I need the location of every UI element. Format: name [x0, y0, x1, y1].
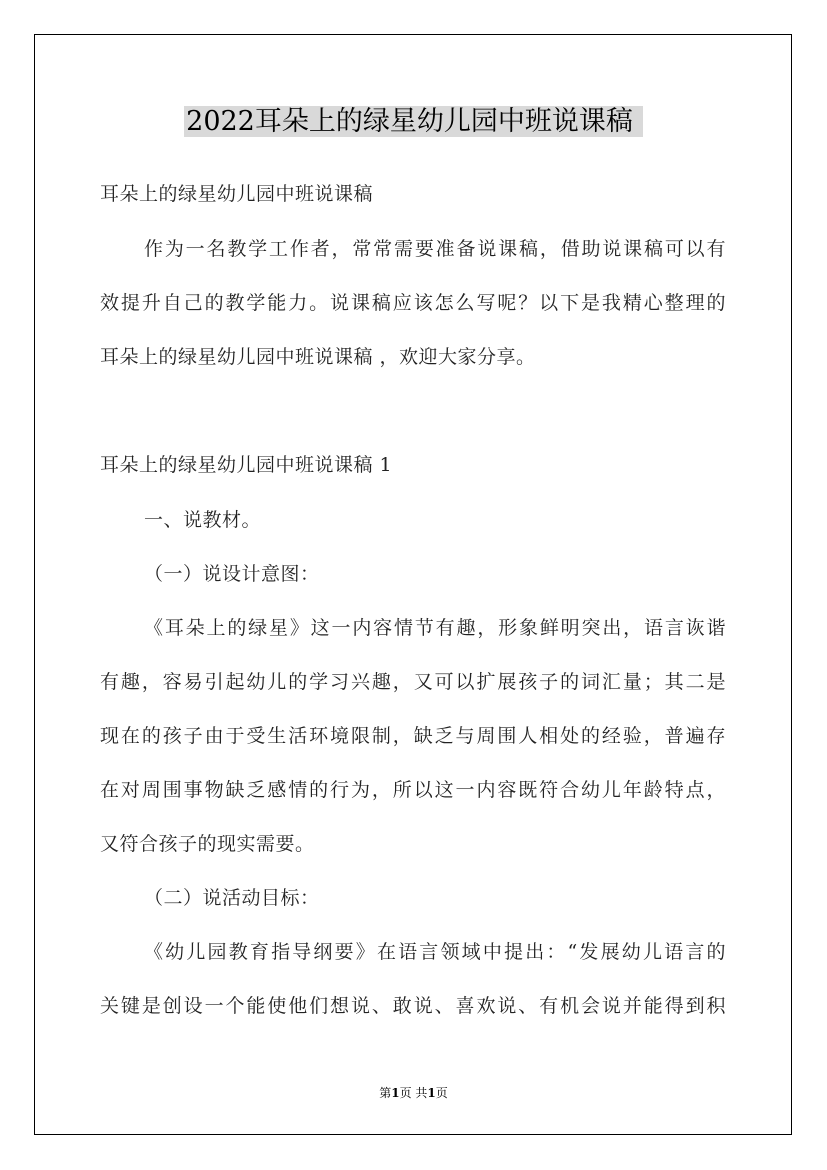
paragraph-line: 又符合孩子的现实需要。: [100, 833, 315, 855]
paragraph-line: 有趣，容易引起幼儿的学习兴趣，又可以扩展孩子的词汇量；其二是: [100, 671, 726, 693]
paragraph-line: 《幼儿园教育指导纲要》在语言领域中提出：“发展幼儿语言的: [144, 941, 726, 963]
footer-suffix: 页: [435, 1086, 448, 1100]
paragraph-line: 关键是创设一个能使他们想说、敢说、喜欢说、有机会说并能得到积: [100, 995, 726, 1017]
footer-prefix: 第: [379, 1086, 392, 1100]
footer-mid: 页 共: [399, 1086, 428, 1100]
paragraph-line: 《耳朵上的绿星》这一内容情节有趣，形象鲜明突出，语言诙谐: [144, 617, 726, 639]
section-subheading: （二）说活动目标：: [144, 887, 320, 909]
section-subheading: （一）说设计意图：: [144, 563, 320, 585]
footer-page-total: 1: [427, 1086, 436, 1100]
paragraph-line: 耳朵上的绿星幼儿园中班说课稿 ，欢迎大家分享。: [100, 346, 536, 368]
document-title: [0, 101, 827, 143]
paragraph-line: 现在的孩子由于受生活环境限制，缺乏与周围人相处的经验，普遍存: [100, 725, 726, 747]
paragraph-line: 耳朵上的绿星幼儿园中班说课稿: [100, 183, 374, 205]
paragraph-line: 作为一名教学工作者，常常需要准备说课稿，借助说课稿可以有: [144, 238, 726, 260]
paragraph-line: 在对周围事物缺乏感情的行为，所以这一内容既符合幼儿年龄特点，: [100, 779, 726, 801]
paragraph-line: 效提升自己的教学能力。说课稿应该怎么写呢？以下是我精心整理的: [100, 292, 726, 314]
section-subheading: 一、说教材。: [144, 509, 262, 531]
footer-page-current: 1: [391, 1086, 400, 1100]
page-footer: [0, 1084, 827, 1101]
document-title-text: 2022耳朵上的绿星幼儿园中班说课稿: [184, 106, 643, 137]
section-heading: 耳朵上的绿星幼儿园中班说课稿 1: [100, 454, 393, 476]
